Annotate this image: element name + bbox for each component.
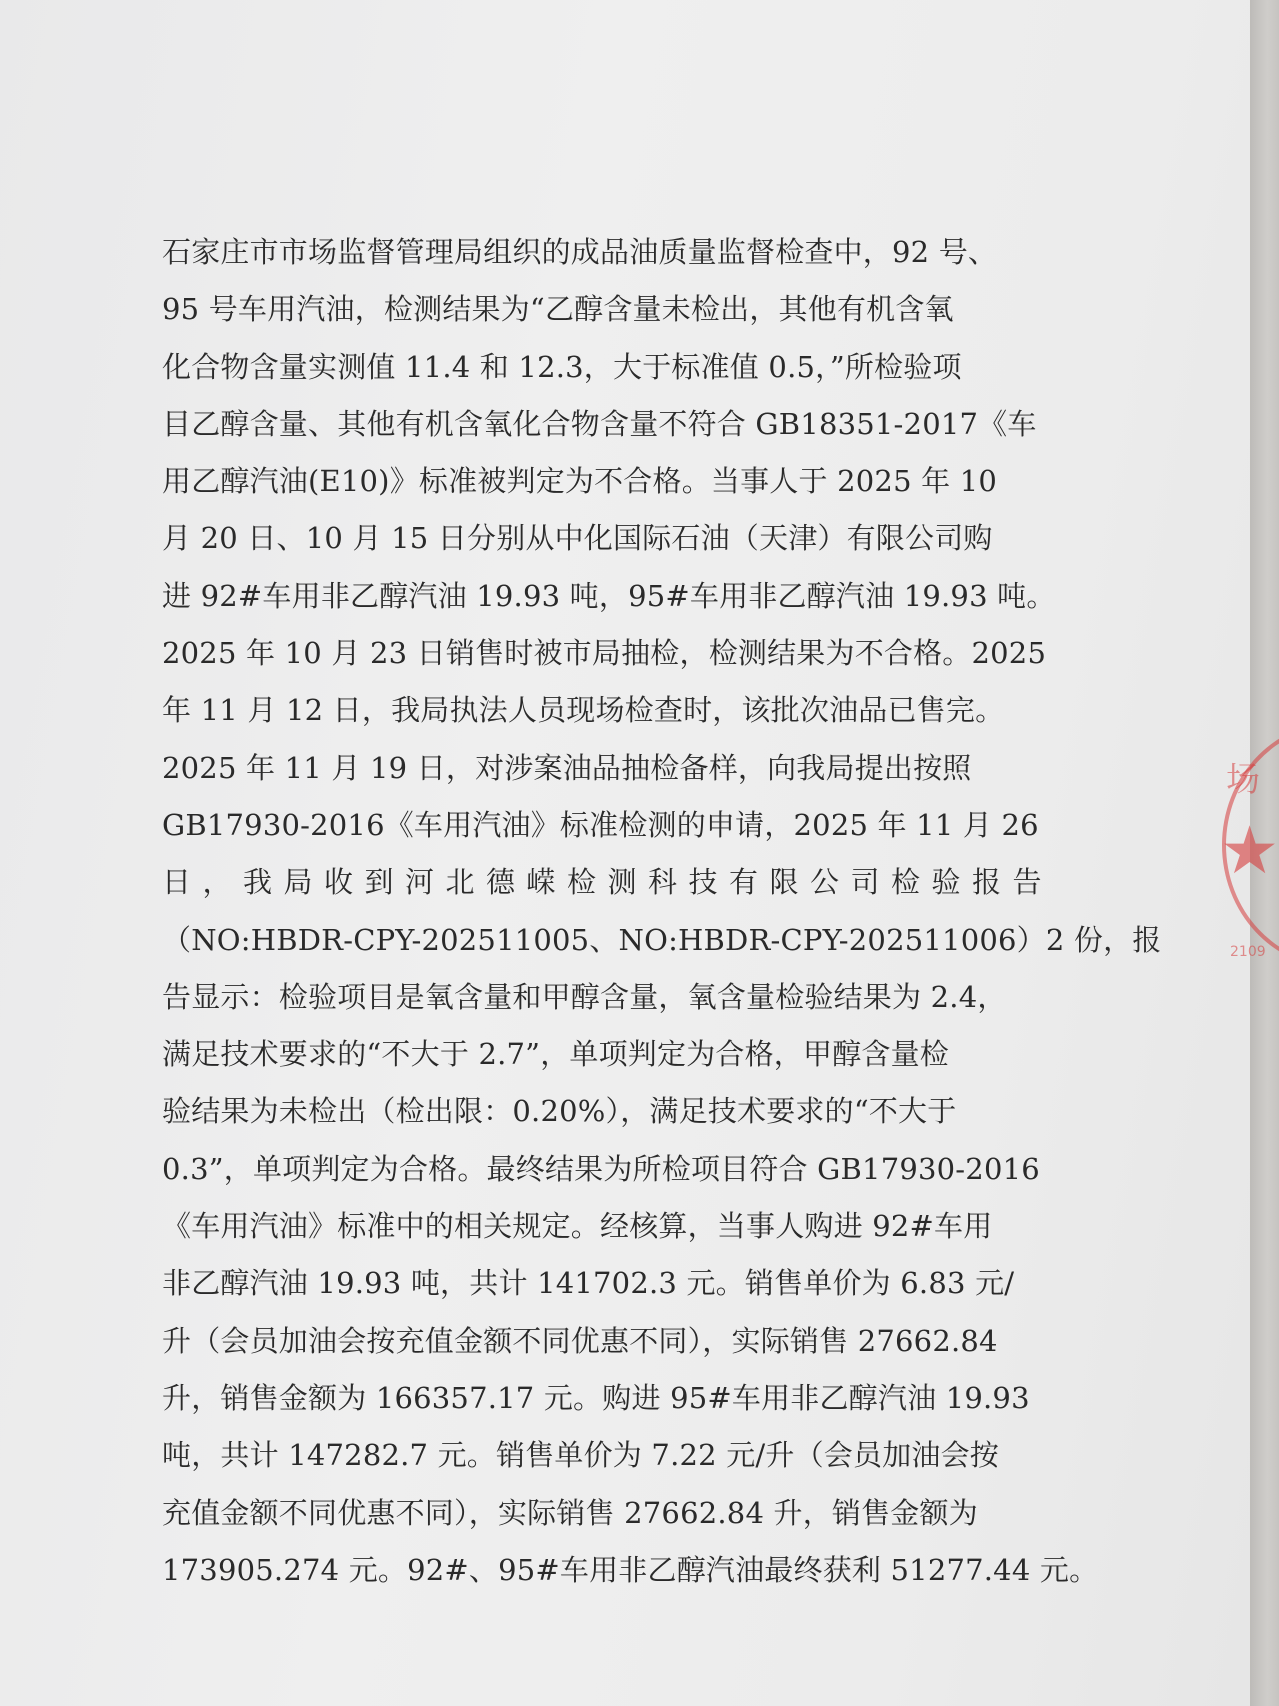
text-line: 非乙醇汽油 19.93 吨，共计 141702.3 元。销售单价为 6.83 元/ (162, 1266, 1015, 1301)
text-line: 进 92#车用非乙醇汽油 19.93 吨，95#车用非乙醇汽油 19.93 吨。 (162, 578, 1056, 613)
text-line: 173905.274 元。92#、95#车用非乙醇汽油最终获利 51277.44 元。 (162, 1552, 1099, 1587)
text-line: 用乙醇汽油(E10)》标准被判定为不合格。当事人于 2025 年 10 (162, 464, 998, 499)
text-line: 升（会员加油会按充值金额不同优惠不同），实际销售 27662.84 (162, 1323, 998, 1358)
seal-number: 2109 (1230, 944, 1266, 960)
text-line: 日，我局收到河北德嵘检测科技有限公司检验报告 (162, 865, 1054, 900)
text-line: 化合物含量实测值 11.4 和 12.3，大于标准值 0.5，”所检验项 (162, 349, 962, 384)
text-line: 月 20 日、10 月 15 日分别从中化国际石油（天津）有限公司购 (162, 521, 993, 556)
text-line: 《车用汽油》标准中的相关规定。经核算，当事人购进 92#车用 (162, 1209, 993, 1244)
text-line: 目乙醇含量、其他有机含氧化合物含量不符合 GB18351-2017《车 (162, 406, 1037, 441)
text-line: 满足技术要求的“不大于 2.7”，单项判定为合格，甲醇含量检 (162, 1037, 949, 1072)
official-seal-stamp (1208, 722, 1279, 968)
text-line: 升，销售金额为 166357.17 元。购进 95#车用非乙醇汽油 19.93 (162, 1380, 1030, 1415)
text-line: 石家庄市市场监督管理局组织的成品油质量监督检查中，92 号、 (162, 235, 998, 269)
text-line: 吨，共计 147282.7 元。销售单价为 7.22 元/升（会员加油会按 (162, 1438, 999, 1473)
text-line: 告显示：检验项目是氧含量和甲醇含量，氧含量检验结果为 2.4， (162, 979, 1007, 1014)
text-line: 2025 年 10 月 23 日销售时被市局抽检，检测结果为不合格。2025 (162, 636, 1047, 671)
text-line: 0.3”，单项判定为合格。最终结果为所检项目符合 GB17930-2016 (162, 1151, 1040, 1186)
seal-star-icon: ★ (1220, 812, 1279, 889)
document-body (162, 224, 1162, 1599)
text-line: GB17930-2016《车用汽油》标准检测的申请，2025 年 11 月 26 (162, 807, 1039, 842)
text-line: 95 号车用汽油，检测结果为“乙醇含量未检出，其他有机含氧 (162, 292, 954, 327)
seal-text: 场 (1226, 760, 1260, 800)
text-line: （NO:HBDR-CPY-202511005、NO:HBDR-CPY-202511006）2 份，报 (162, 922, 1162, 957)
text-line: 充值金额不同优惠不同），实际销售 27662.84 升，销售金额为 (162, 1495, 978, 1530)
text-line: 2025 年 11 月 19 日，对涉案油品抽检备样，向我局提出按照 (162, 750, 972, 785)
text-line: 验结果为未检出（检出限：0.20%），满足技术要求的“不大于 (162, 1094, 957, 1129)
text-line: 年 11 月 12 日，我局执法人员现场检查时，该批次油品已售完。 (162, 693, 1005, 728)
